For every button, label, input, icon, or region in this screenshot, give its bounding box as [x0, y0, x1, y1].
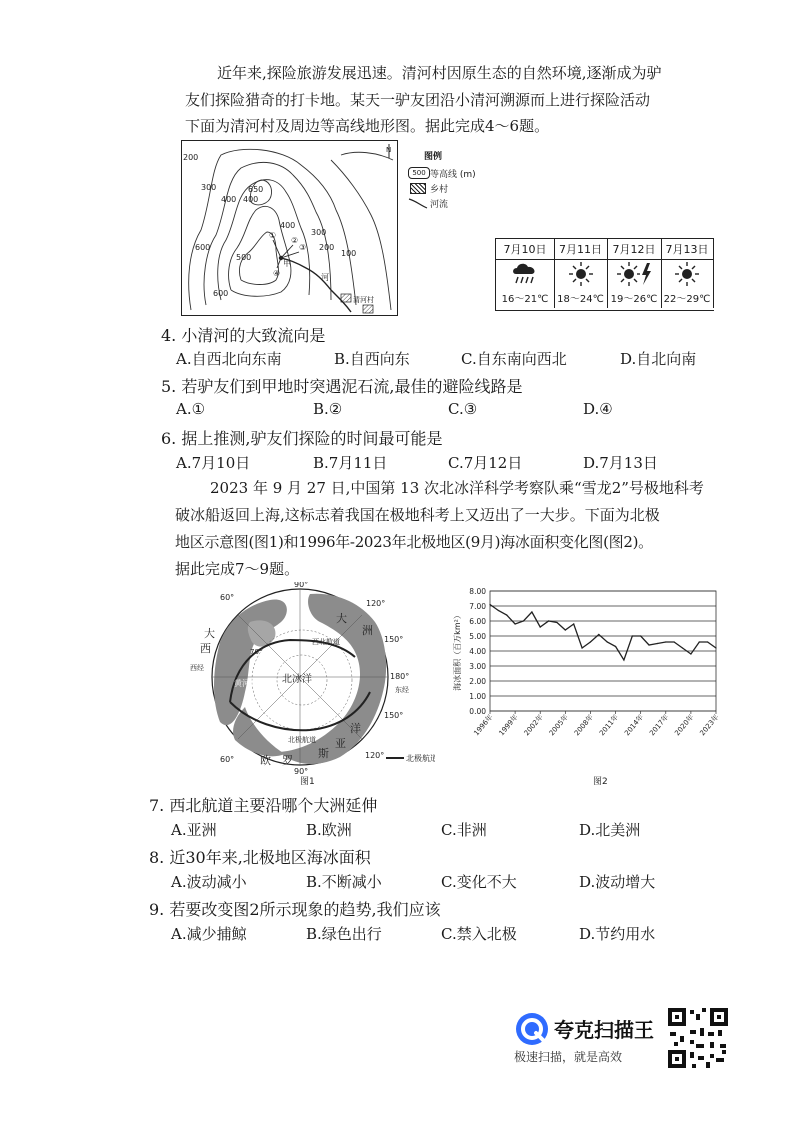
scanner-watermark	[514, 1008, 664, 1068]
data-point	[623, 659, 624, 660]
east-side-label: 东经	[395, 686, 409, 694]
question-8-stem: 8. 近30年来,北极地区海冰面积	[149, 848, 371, 867]
y-tick-label: 3.00	[469, 662, 486, 671]
data-point	[640, 635, 641, 636]
contour-label: 600	[213, 289, 229, 298]
legend-village-icon	[410, 183, 426, 194]
intro2-line-2: 破冰船返回上海,这标志着我国在极地科考上又迈出了一大步。下面为北极	[175, 506, 660, 524]
question-9-option-c: C.禁入北极	[441, 925, 517, 943]
question-5-option-d: D.④	[583, 400, 613, 418]
topo-legend	[400, 147, 495, 222]
y-tick-label: 2.00	[469, 677, 486, 686]
topo-map	[181, 140, 398, 316]
question-9-stem: 9. 若要改变图2所示现象的趋势,我们应该	[149, 900, 441, 919]
scanner-logo-icon	[514, 1011, 550, 1047]
nw-passage-label: 西北航道	[312, 638, 340, 646]
qr-code-icon	[666, 1006, 730, 1070]
data-point	[607, 641, 608, 642]
x-tick-label: 1999年	[497, 713, 520, 738]
question-5-option-a: A.①	[176, 400, 206, 418]
intro2-line-3: 地区示意图(图1)和1996年-2023年北极地区(9月)海冰面积变化图(图2)。	[175, 533, 653, 551]
intro2-line-4: 据此完成7～9题。	[175, 560, 300, 578]
data-point	[556, 622, 557, 623]
data-point	[565, 629, 566, 630]
station-label: 黄河站	[234, 679, 258, 688]
lon-label: 90°	[294, 582, 309, 589]
data-point	[548, 620, 549, 621]
sun-thunder-icon	[617, 261, 653, 287]
data-point	[515, 623, 516, 624]
route-label: ②	[291, 236, 299, 245]
y-tick-label: 8.00	[469, 587, 486, 596]
question-6-option-c: C.7月12日	[448, 454, 523, 472]
question-5-stem: 5. 若驴友们到甲地时突遇泥石流,最佳的避险线路是	[161, 377, 523, 396]
contour-label: 100	[341, 249, 357, 258]
y-tick-label: 7.00	[469, 602, 486, 611]
topo-map-svg	[181, 140, 398, 316]
data-point	[506, 614, 507, 615]
sea-ice-chart	[446, 583, 726, 788]
data-point	[648, 644, 649, 645]
x-tick-label: 2017年	[648, 713, 671, 738]
weather-cell-2	[607, 239, 662, 308]
question-6-option-a: A.7月10日	[176, 454, 251, 472]
contour-label: 400	[280, 221, 296, 230]
ocean-label: 北冰洋	[282, 674, 312, 685]
legend-contour-label: 等高线 (m)	[430, 170, 476, 180]
question-7-option-d: D.北美洲	[579, 821, 641, 839]
intro1-line-1: 近年来,探险旅游发展迅速。清河村因原生态的自然环境,逐渐成为驴	[217, 64, 662, 82]
lon-label: 60°	[220, 755, 235, 764]
lon-label: 120°	[365, 751, 385, 760]
village-symbol-2	[363, 305, 373, 313]
lon-label: 120°	[366, 599, 386, 608]
continent-label: 欧	[260, 754, 271, 767]
legend-contour-sample: 500	[408, 167, 430, 179]
data-point	[540, 626, 541, 627]
data-point	[657, 643, 658, 644]
arctic-map	[190, 582, 435, 787]
arctic-map-svg	[190, 582, 435, 787]
x-tick-label: 2020年	[673, 713, 696, 738]
route-label: ④	[273, 269, 281, 278]
contour-label: 650	[248, 185, 264, 194]
sun-icon	[566, 261, 596, 287]
lon-label: 60°	[220, 593, 235, 602]
x-tick-label: 1996年	[472, 713, 495, 738]
contour-label: 300	[201, 183, 217, 192]
question-5-option-c: C.③	[448, 400, 478, 418]
route-label: ③	[299, 243, 307, 252]
figure2-caption: 图2	[593, 777, 608, 787]
question-9-option-a: A.减少捕鲸	[171, 925, 247, 943]
point-jia-label: 甲	[283, 259, 291, 268]
question-6-option-d: D.7月13日	[583, 454, 658, 472]
data-point	[590, 641, 591, 642]
ne-passage-label: 北极航道	[288, 736, 316, 744]
village-label: 清河村	[353, 296, 374, 304]
weather-temp: 22～29℃	[663, 294, 711, 305]
continent-label: 大	[204, 627, 215, 640]
continent-label: 洋	[350, 722, 361, 735]
sea-ice-chart-svg	[446, 583, 726, 788]
route-legend-label: 北极航道	[406, 754, 435, 763]
continent-label: 洲	[362, 624, 373, 637]
contour-label: 300	[311, 228, 327, 237]
legend-river-label: 河流	[430, 200, 449, 210]
question-4-option-c: C.自东南向西北	[461, 350, 567, 368]
question-8-option-c: C.变化不大	[441, 873, 517, 891]
data-point	[582, 647, 583, 648]
data-point	[707, 641, 708, 642]
data-point	[523, 620, 524, 621]
series-line	[490, 605, 716, 661]
weather-temp: 16～21℃	[501, 294, 549, 305]
data-point	[573, 623, 574, 624]
question-4-option-a: A.自西北向东南	[176, 350, 282, 368]
data-point	[489, 604, 490, 605]
weather-temp: 18～24℃	[557, 294, 604, 305]
data-point	[699, 641, 700, 642]
question-4-stem: 4. 小清河的大致流向是	[161, 326, 326, 345]
weather-date: 7月11日	[554, 240, 607, 260]
weather-temp: 19～26℃	[610, 294, 658, 305]
intro1-line-3: 下面为清河村及周边等高线地形图。据此完成4～6题。	[185, 117, 550, 135]
x-tick-label: 2014年	[623, 713, 646, 738]
question-8-option-a: A.波动减小	[171, 873, 247, 891]
intro2-line-1: 2023 年 9 月 27 日,中国第 13 次北冰洋科学考察队乘“雪龙2”号极地科考	[210, 479, 704, 497]
lon-label: 180°	[390, 672, 410, 681]
contour-label: 200	[183, 153, 199, 162]
data-point	[632, 635, 633, 636]
data-point	[674, 641, 675, 642]
figure1-caption: 图1	[300, 777, 315, 787]
x-tick-label: 2002年	[522, 713, 545, 738]
weather-cell-0	[496, 239, 555, 308]
question-7-option-b: B.欧洲	[306, 821, 352, 839]
x-tick-label: 2008年	[572, 713, 595, 738]
legend-river-icon	[408, 197, 428, 209]
rain-icon	[510, 261, 540, 287]
north-label: N	[386, 146, 392, 154]
weather-date: 7月13日	[661, 240, 713, 260]
question-6-stem: 6. 据上推测,驴友们探险的时间最可能是	[161, 429, 443, 448]
y-tick-label: 4.00	[469, 647, 486, 656]
lat-label: 70°	[250, 648, 263, 656]
lon-label: 90°	[294, 767, 309, 776]
question-8-option-d: D.波动增大	[579, 873, 656, 891]
data-point	[615, 646, 616, 647]
weather-date: 7月10日	[496, 240, 554, 260]
contour-label: 500	[236, 253, 252, 262]
y-axis-label: 海冰面积（百万km²）	[453, 611, 462, 691]
sun-icon	[672, 261, 702, 287]
question-4-option-b: B.自西向东	[334, 350, 410, 368]
weather-table	[495, 238, 714, 311]
village-symbol	[341, 294, 351, 302]
river-label: 河	[321, 273, 329, 282]
data-point	[690, 653, 691, 654]
contour-label: 400	[243, 195, 259, 204]
lon-label: 150°	[384, 711, 404, 720]
question-7-stem: 7. 西北航道主要沿哪个大洲延伸	[149, 796, 378, 815]
question-5-option-b: B.②	[313, 400, 343, 418]
question-7-option-a: A.亚洲	[171, 821, 217, 839]
continent-label: 西	[200, 642, 211, 655]
question-9-option-d: D.节约用水	[579, 925, 656, 943]
y-tick-label: 0.00	[469, 707, 486, 716]
y-tick-label: 6.00	[469, 617, 486, 626]
contour-label: 400	[221, 195, 237, 204]
data-point	[682, 647, 683, 648]
scanner-slogan: 极速扫描，就是高效	[514, 1050, 623, 1064]
x-tick-label: 2005年	[547, 713, 570, 738]
scanner-brand: 夸克扫描王	[554, 1018, 654, 1042]
data-point	[665, 641, 666, 642]
question-4-option-d: D.自北向南	[620, 350, 697, 368]
y-tick-label: 5.00	[469, 632, 486, 641]
weather-date: 7月12日	[607, 240, 661, 260]
question-8-option-b: B.不断减小	[306, 873, 382, 891]
continent-label: 罗	[282, 754, 293, 767]
question-9-option-b: B.绿色出行	[306, 925, 382, 943]
x-tick-label: 2011年	[598, 713, 621, 738]
data-point	[715, 647, 716, 648]
data-point	[531, 611, 532, 612]
weather-cell-1	[554, 239, 608, 308]
data-point	[598, 634, 599, 635]
question-7-option-c: C.非洲	[441, 821, 487, 839]
intro1-line-2: 友们探险猎奇的打卡地。某天一驴友团沿小清河溯源而上进行探险活动	[185, 91, 651, 109]
continent-label: 大	[336, 612, 347, 625]
y-tick-label: 1.00	[469, 692, 486, 701]
data-point	[498, 610, 499, 611]
continent-label: 斯	[318, 747, 329, 760]
legend-title: 图例	[424, 152, 443, 162]
contour-label: 200	[319, 243, 335, 252]
west-side-label: 西经	[190, 664, 204, 672]
weather-cell-3	[661, 239, 714, 308]
lon-label: 150°	[384, 635, 404, 644]
route-label: ①	[269, 231, 277, 240]
x-tick-label: 2023年	[698, 713, 721, 738]
legend-village-label: 乡村	[430, 185, 449, 195]
question-6-option-b: B.7月11日	[313, 454, 388, 472]
contour-label: 600	[195, 243, 211, 252]
continent-label: 亚	[335, 737, 346, 750]
